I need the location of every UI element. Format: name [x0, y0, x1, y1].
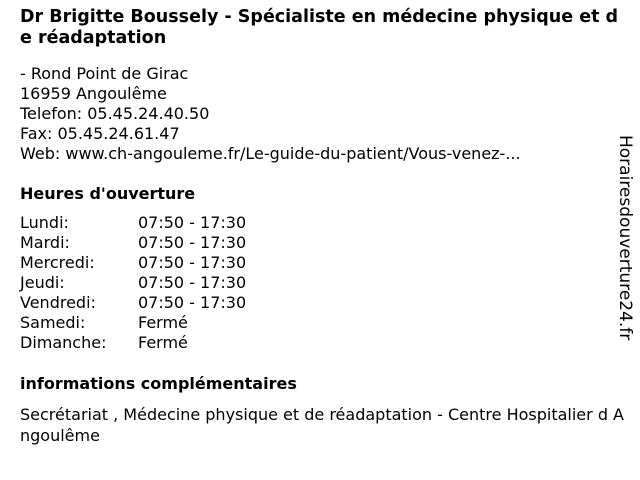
hours-row-vendredi: [20, 293, 246, 313]
address-city: 16959 Angoulême: [20, 84, 167, 103]
hours-row-mardi: [20, 233, 246, 253]
page-title: Dr Brigitte Boussely - Spécialiste en médecine physique et de réadaptation: [20, 7, 619, 48]
hours-row-dimanche: [20, 333, 246, 353]
hours-row-mercredi: [20, 253, 246, 273]
address-street: - Rond Point de Girac: [20, 64, 189, 83]
fax-number: Fax: 05.45.24.61.47: [20, 124, 180, 143]
day-time: 07:50 - 17:30: [138, 213, 247, 232]
day-label: Lundi:: [20, 213, 69, 232]
hours-row-jeudi: [20, 273, 246, 293]
day-label: Jeudi:: [20, 273, 65, 292]
phone-number: Telefon: 05.45.24.40.50: [20, 104, 210, 123]
day-label: Dimanche:: [20, 333, 107, 352]
address-block: [20, 64, 521, 164]
hours-row-samedi: [20, 313, 246, 333]
day-time: 07:50 - 17:30: [138, 273, 247, 292]
day-label: Vendredi:: [20, 293, 96, 312]
hours-row-lundi: [20, 213, 246, 233]
day-time: 07:50 - 17:30: [138, 253, 247, 272]
day-time: Fermé: [138, 333, 188, 352]
website-link[interactable]: Web: www.ch-angouleme.fr/Le-guide-du-patient/Vous-venez-...: [20, 144, 521, 163]
day-time: 07:50 - 17:30: [138, 233, 247, 252]
day-label: Mercredi:: [20, 253, 95, 272]
day-time: Fermé: [138, 313, 188, 332]
site-watermark: Horairesdouverture24.fr: [615, 135, 635, 341]
additional-info-text: Secrétariat , Médecine physique et de réadaptation - Centre Hospitalier d Angoulême: [20, 405, 624, 445]
day-label: Samedi:: [20, 313, 86, 332]
additional-info-heading: informations complémentaires: [20, 374, 297, 393]
day-time: 07:50 - 17:30: [138, 293, 247, 312]
opening-hours-heading: Heures d'ouverture: [20, 184, 196, 203]
day-label: Mardi:: [20, 233, 70, 252]
opening-hours-table: [20, 213, 246, 353]
